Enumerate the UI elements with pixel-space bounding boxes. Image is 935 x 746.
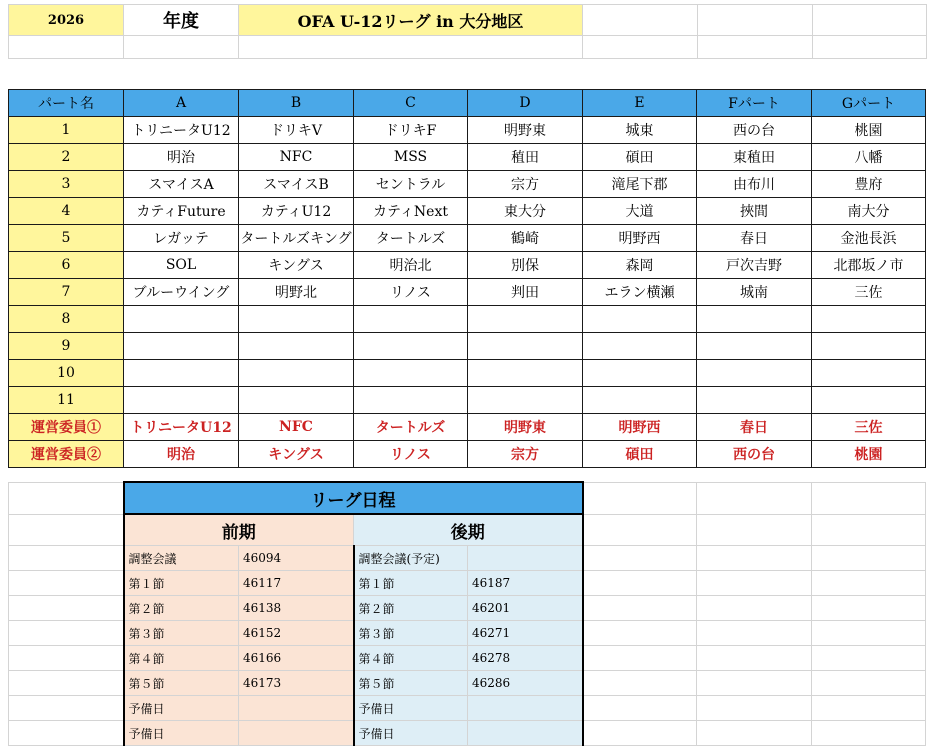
part-row-number[interactable]: 2 (9, 144, 124, 171)
team-cell[interactable] (812, 306, 926, 333)
empty-cell[interactable] (812, 514, 926, 546)
team-cell[interactable]: 明野北 (239, 279, 354, 306)
first-half-date[interactable]: 46117 (239, 571, 354, 596)
empty-cell[interactable] (583, 482, 697, 514)
team-cell[interactable]: キングス (239, 252, 354, 279)
team-cell[interactable]: SOL (124, 252, 239, 279)
team-cell[interactable]: 挾間 (697, 198, 812, 225)
schedule-row (9, 671, 926, 696)
committee-row (9, 441, 926, 468)
team-cell[interactable] (583, 333, 697, 360)
empty-cell[interactable] (583, 671, 697, 696)
team-cell[interactable] (812, 360, 926, 387)
committee-row (9, 414, 926, 441)
team-cell[interactable]: スマイスA (124, 171, 239, 198)
first-half-date[interactable]: 46094 (239, 546, 354, 571)
part-row (9, 333, 926, 360)
part-row (9, 252, 926, 279)
committee-team-cell[interactable]: 碩田 (583, 441, 697, 468)
committee-team-cell[interactable]: トリニータU12 (124, 414, 239, 441)
empty-cell[interactable] (812, 571, 926, 596)
empty-cell[interactable] (583, 621, 697, 646)
part-name-header[interactable]: パート名 (9, 90, 124, 117)
empty-cell[interactable] (9, 596, 124, 621)
empty-cell[interactable] (697, 721, 812, 746)
part-row-number[interactable]: 6 (9, 252, 124, 279)
team-cell[interactable]: セントラル (354, 171, 468, 198)
team-cell[interactable]: 明野東 (468, 117, 583, 144)
column-header[interactable]: Gパート (812, 90, 926, 117)
team-cell[interactable]: 金池長浜 (812, 225, 926, 252)
team-cell[interactable]: 春日 (697, 225, 812, 252)
second-half-date[interactable] (468, 696, 583, 721)
second-half-date[interactable]: 46187 (468, 571, 583, 596)
empty-cell[interactable] (583, 571, 697, 596)
first-half-round[interactable]: 予備日 (124, 721, 239, 746)
part-row-number[interactable]: 7 (9, 279, 124, 306)
team-cell[interactable]: 北郡坂ノ市 (812, 252, 926, 279)
team-cell[interactable]: 滝尾下郡 (583, 171, 697, 198)
column-header[interactable]: Fパート (697, 90, 812, 117)
team-cell[interactable]: ドリキF (354, 117, 468, 144)
empty-cell[interactable] (583, 696, 697, 721)
second-half-round[interactable]: 第４節 (354, 646, 468, 671)
committee-team-cell[interactable]: 三佐 (812, 414, 926, 441)
empty-cell[interactable] (9, 482, 124, 514)
empty-cell[interactable] (9, 36, 124, 59)
part-row-number[interactable]: 8 (9, 306, 124, 333)
empty-cell[interactable] (697, 671, 812, 696)
team-cell[interactable]: 戸次吉野 (697, 252, 812, 279)
team-cell[interactable] (697, 360, 812, 387)
part-row (9, 387, 926, 414)
team-cell[interactable]: 森岡 (583, 252, 697, 279)
empty-cell[interactable] (812, 696, 926, 721)
empty-cell[interactable] (697, 696, 812, 721)
schedule-row (9, 646, 926, 671)
team-cell[interactable] (697, 387, 812, 414)
team-cell[interactable]: レガッテ (124, 225, 239, 252)
empty-cell[interactable] (9, 621, 124, 646)
empty-cell[interactable] (9, 546, 124, 571)
schedule-table (8, 481, 926, 746)
first-half-date[interactable] (239, 696, 354, 721)
first-half-round[interactable]: 調整会議 (124, 546, 239, 571)
team-cell[interactable] (468, 387, 583, 414)
team-cell[interactable] (812, 333, 926, 360)
team-cell[interactable]: ブルーウイング (124, 279, 239, 306)
team-cell[interactable] (697, 333, 812, 360)
second-half-round[interactable]: 第５節 (354, 671, 468, 696)
second-half-date[interactable] (468, 721, 583, 746)
year-cell[interactable]: 2026 (9, 5, 124, 36)
team-cell[interactable]: 判田 (468, 279, 583, 306)
team-cell[interactable] (354, 306, 468, 333)
empty-cell[interactable] (813, 5, 927, 36)
team-cell[interactable]: 明治 (124, 144, 239, 171)
empty-cell[interactable] (583, 36, 698, 59)
column-header[interactable]: D (468, 90, 583, 117)
league-title-cell[interactable]: OFA U-12リーグ in 大分地区 (239, 5, 583, 36)
team-cell[interactable]: 城東 (583, 117, 697, 144)
second-half-round[interactable]: 予備日 (354, 721, 468, 746)
part-row (9, 360, 926, 387)
empty-cell[interactable] (812, 482, 926, 514)
second-half-round[interactable]: 第１節 (354, 571, 468, 596)
column-header[interactable]: A (124, 90, 239, 117)
empty-cell[interactable] (583, 546, 697, 571)
column-header[interactable]: E (583, 90, 697, 117)
first-half-date[interactable]: 46173 (239, 671, 354, 696)
empty-cell[interactable] (697, 621, 812, 646)
second-half-date[interactable]: 46286 (468, 671, 583, 696)
team-cell[interactable]: 八幡 (812, 144, 926, 171)
schedule-row (9, 596, 926, 621)
team-cell[interactable] (354, 360, 468, 387)
team-cell[interactable] (124, 360, 239, 387)
part-row (9, 279, 926, 306)
second-half-round[interactable]: 予備日 (354, 696, 468, 721)
team-cell[interactable]: 西の台 (697, 117, 812, 144)
empty-cell[interactable] (583, 514, 697, 546)
schedule-row (9, 721, 926, 746)
team-cell[interactable] (124, 333, 239, 360)
team-cell[interactable]: 三佐 (812, 279, 926, 306)
team-cell[interactable] (239, 387, 354, 414)
team-cell[interactable]: トリニータU12 (124, 117, 239, 144)
team-cell[interactable]: MSS (354, 144, 468, 171)
team-cell[interactable]: 稙田 (468, 144, 583, 171)
committee-team-cell[interactable]: リノス (354, 441, 468, 468)
committee-label[interactable]: 運営委員② (9, 441, 124, 468)
first-half-round[interactable]: 第２節 (124, 596, 239, 621)
part-row-number[interactable]: 10 (9, 360, 124, 387)
team-cell[interactable]: スマイスB (239, 171, 354, 198)
team-cell[interactable] (354, 387, 468, 414)
column-header[interactable]: C (354, 90, 468, 117)
team-cell[interactable]: 東大分 (468, 198, 583, 225)
team-cell[interactable]: リノス (354, 279, 468, 306)
empty-cell[interactable] (9, 571, 124, 596)
team-cell[interactable]: 由布川 (697, 171, 812, 198)
part-row (9, 117, 926, 144)
first-half-header[interactable]: 前期 (124, 514, 354, 546)
part-row-number[interactable]: 1 (9, 117, 124, 144)
team-cell[interactable] (468, 306, 583, 333)
first-half-round[interactable]: 第１節 (124, 571, 239, 596)
schedule-row (9, 696, 926, 721)
empty-cell[interactable] (697, 646, 812, 671)
team-cell[interactable]: 大道 (583, 198, 697, 225)
team-cell[interactable]: 鶴崎 (468, 225, 583, 252)
first-half-round[interactable]: 第５節 (124, 671, 239, 696)
part-row-number[interactable]: 5 (9, 225, 124, 252)
empty-cell[interactable] (812, 621, 926, 646)
team-cell[interactable]: 明野西 (583, 225, 697, 252)
team-cell[interactable] (697, 306, 812, 333)
committee-team-cell[interactable]: 宗方 (468, 441, 583, 468)
team-cell[interactable]: タートルズキング (239, 225, 354, 252)
part-row-number[interactable]: 11 (9, 387, 124, 414)
team-cell[interactable]: 別保 (468, 252, 583, 279)
team-cell[interactable]: 碩田 (583, 144, 697, 171)
parts-header-row (9, 90, 926, 117)
second-half-header[interactable]: 後期 (354, 514, 583, 546)
committee-team-cell[interactable]: 明野東 (468, 414, 583, 441)
team-cell[interactable]: カティU12 (239, 198, 354, 225)
second-half-date[interactable]: 46271 (468, 621, 583, 646)
empty-cell[interactable] (9, 514, 124, 546)
team-cell[interactable] (583, 360, 697, 387)
empty-cell[interactable] (583, 5, 698, 36)
empty-cell[interactable] (697, 596, 812, 621)
team-cell[interactable] (354, 333, 468, 360)
team-cell[interactable] (124, 387, 239, 414)
team-cell[interactable] (583, 387, 697, 414)
second-half-round[interactable]: 第２節 (354, 596, 468, 621)
year-label-cell[interactable]: 年度 (124, 5, 239, 36)
empty-cell[interactable] (124, 36, 239, 59)
empty-cell[interactable] (812, 721, 926, 746)
team-cell[interactable] (124, 306, 239, 333)
schedule-title[interactable]: リーグ日程 (124, 482, 583, 514)
part-row-number[interactable]: 4 (9, 198, 124, 225)
part-row (9, 144, 926, 171)
empty-cell[interactable] (697, 546, 812, 571)
empty-cell[interactable] (583, 721, 697, 746)
empty-cell[interactable] (812, 546, 926, 571)
first-half-date[interactable]: 46138 (239, 596, 354, 621)
empty-cell[interactable] (697, 514, 812, 546)
committee-team-cell[interactable]: 春日 (697, 414, 812, 441)
team-cell[interactable] (239, 360, 354, 387)
first-half-date[interactable]: 46152 (239, 621, 354, 646)
second-half-date[interactable]: 46278 (468, 646, 583, 671)
part-row (9, 306, 926, 333)
committee-team-cell[interactable]: 明治 (124, 441, 239, 468)
part-row-number[interactable]: 3 (9, 171, 124, 198)
part-row (9, 171, 926, 198)
empty-cell[interactable] (9, 646, 124, 671)
team-cell[interactable]: 豊府 (812, 171, 926, 198)
team-cell[interactable]: 宗方 (468, 171, 583, 198)
empty-cell[interactable] (698, 36, 813, 59)
first-half-date[interactable] (239, 721, 354, 746)
team-cell[interactable]: 城南 (697, 279, 812, 306)
part-row (9, 198, 926, 225)
empty-cell[interactable] (697, 571, 812, 596)
committee-team-cell[interactable]: 西の台 (697, 441, 812, 468)
first-half-round[interactable]: 第４節 (124, 646, 239, 671)
empty-cell[interactable] (9, 671, 124, 696)
column-header[interactable]: B (239, 90, 354, 117)
committee-team-cell[interactable]: 明野西 (583, 414, 697, 441)
committee-label[interactable]: 運営委員① (9, 414, 124, 441)
second-half-date[interactable] (468, 546, 583, 571)
team-cell[interactable]: 東稙田 (697, 144, 812, 171)
team-cell[interactable] (812, 387, 926, 414)
empty-cell[interactable] (583, 646, 697, 671)
team-cell[interactable] (239, 333, 354, 360)
team-cell[interactable]: タートルズ (354, 225, 468, 252)
team-cell[interactable] (583, 306, 697, 333)
part-row (9, 225, 926, 252)
first-half-date[interactable]: 46166 (239, 646, 354, 671)
committee-team-cell[interactable]: キングス (239, 441, 354, 468)
empty-cell[interactable] (239, 36, 583, 59)
team-cell[interactable]: NFC (239, 144, 354, 171)
first-half-round[interactable]: 第３節 (124, 621, 239, 646)
empty-cell[interactable] (812, 596, 926, 621)
team-cell[interactable] (239, 306, 354, 333)
team-cell[interactable]: 南大分 (812, 198, 926, 225)
header-table (8, 4, 927, 59)
empty-cell[interactable] (813, 36, 927, 59)
empty-cell[interactable] (812, 671, 926, 696)
empty-cell[interactable] (812, 646, 926, 671)
second-half-round[interactable]: 第３節 (354, 621, 468, 646)
second-half-round[interactable]: 調整会議(予定) (354, 546, 468, 571)
team-cell[interactable]: カティNext (354, 198, 468, 225)
team-cell[interactable] (468, 360, 583, 387)
schedule-row (9, 546, 926, 571)
empty-cell[interactable] (698, 5, 813, 36)
team-cell[interactable]: 桃園 (812, 117, 926, 144)
committee-team-cell[interactable]: 桃園 (812, 441, 926, 468)
committee-team-cell[interactable]: タートルズ (354, 414, 468, 441)
empty-cell[interactable] (697, 482, 812, 514)
empty-cell[interactable] (583, 596, 697, 621)
first-half-round[interactable]: 予備日 (124, 696, 239, 721)
schedule-row (9, 621, 926, 646)
team-cell[interactable] (468, 333, 583, 360)
team-cell[interactable]: ドリキV (239, 117, 354, 144)
part-row-number[interactable]: 9 (9, 333, 124, 360)
committee-team-cell[interactable]: NFC (239, 414, 354, 441)
parts-table (8, 89, 926, 468)
team-cell[interactable]: 明治北 (354, 252, 468, 279)
empty-cell[interactable] (9, 696, 124, 721)
empty-cell[interactable] (9, 721, 124, 746)
team-cell[interactable]: エラン横瀬 (583, 279, 697, 306)
schedule-row (9, 571, 926, 596)
team-cell[interactable]: カティFuture (124, 198, 239, 225)
second-half-date[interactable]: 46201 (468, 596, 583, 621)
